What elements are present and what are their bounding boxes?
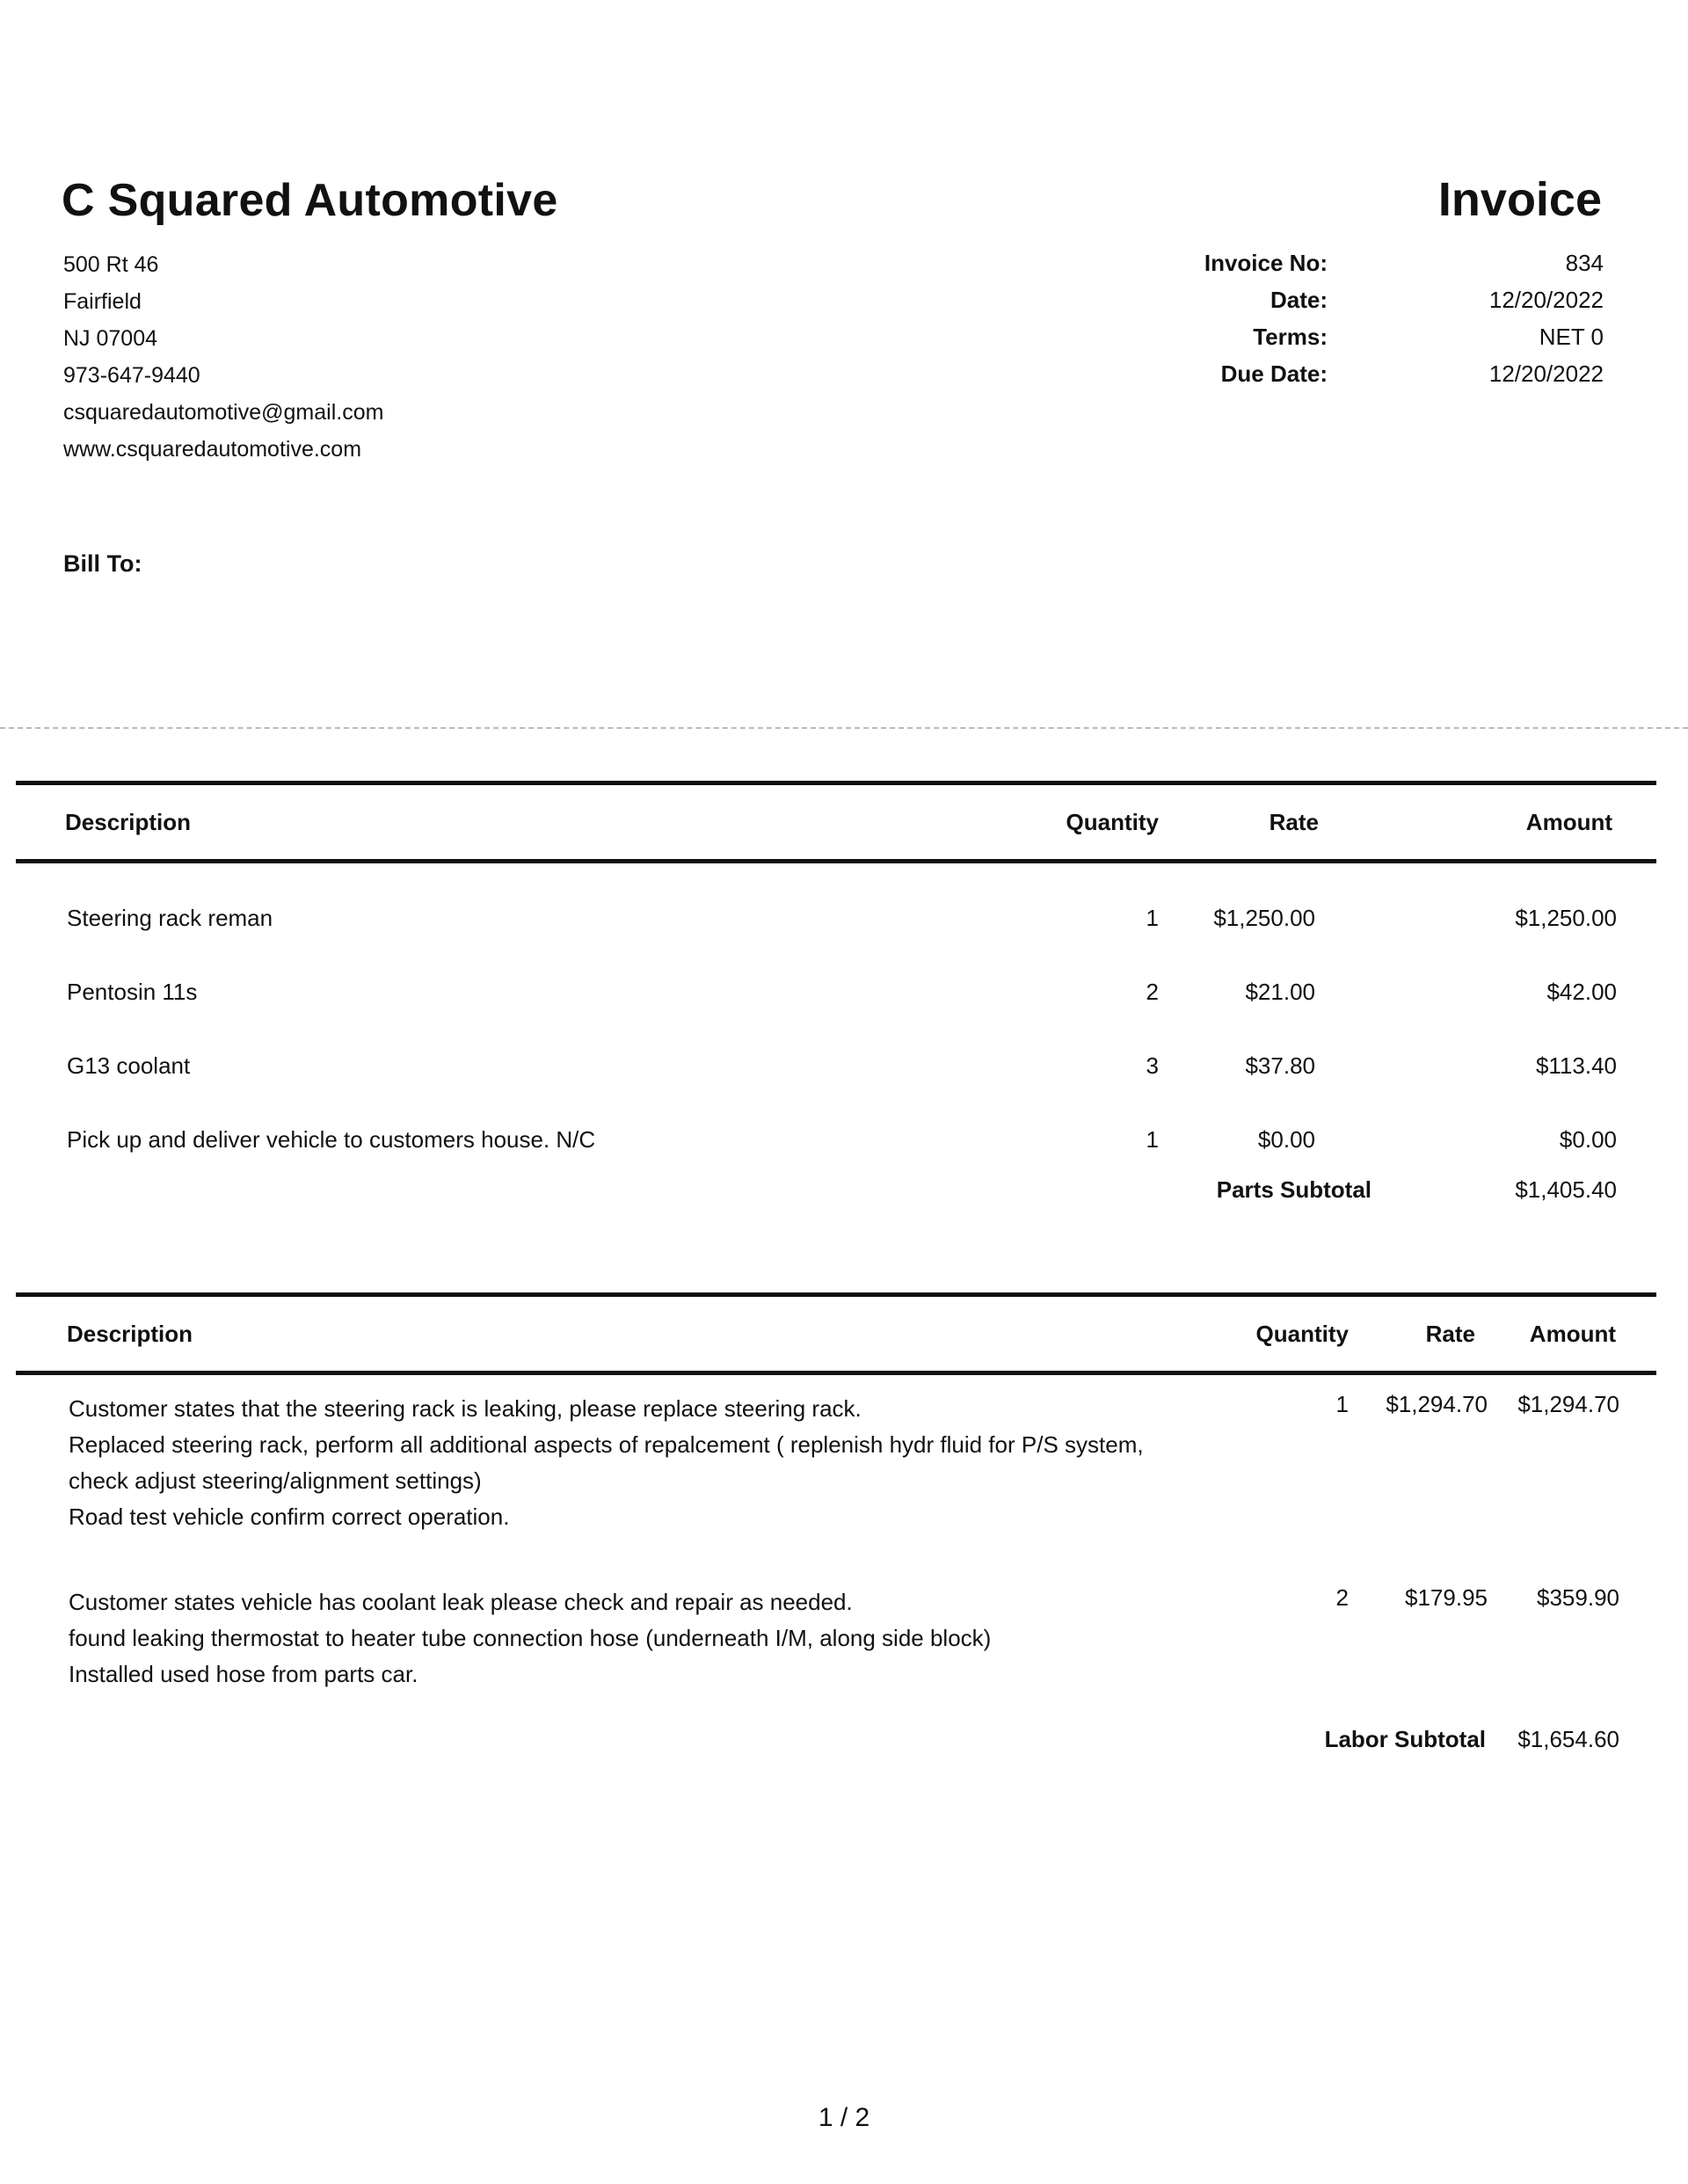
part-quantity: 2 [1146, 978, 1159, 1005]
table-row [16, 1569, 1656, 1726]
invoice-title: Invoice [1437, 173, 1602, 226]
labor-header-row [16, 1295, 1656, 1373]
parts-subtotal-label: Parts Subtotal [1216, 1176, 1372, 1203]
parts-header-description: Description [16, 783, 983, 862]
company-email: csquaredautomotive@gmail.com [63, 400, 384, 425]
invoice-date: 12/20/2022 [1488, 287, 1604, 313]
part-description: Pentosin 11s [67, 978, 198, 1005]
page-number: 1 / 2 [818, 2103, 870, 2132]
parts-header-row [16, 783, 1656, 862]
invoice-date-label: Date: [1270, 287, 1328, 313]
table-row [16, 1373, 1656, 1569]
labor-amount: $1,294.70 [1517, 1391, 1619, 1417]
labor-amount: $359.90 [1537, 1584, 1619, 1611]
labor-description [16, 1569, 1159, 1726]
part-rate: $0.00 [1257, 1125, 1315, 1153]
divider [0, 727, 1688, 729]
parts-table [16, 781, 1656, 1250]
labor-header-rate: Rate [1352, 1295, 1498, 1373]
labor-description-line: Customer states vehicle has coolant leak please check and repair as needed. [69, 1589, 853, 1615]
labor-quantity: 2 [1335, 1584, 1349, 1611]
part-quantity: 1 [1146, 1125, 1159, 1153]
labor-description-line: Customer states that the steering rack is leaking, please replace steering rack. [69, 1395, 862, 1422]
part-amount: $0.00 [1559, 1125, 1617, 1153]
labor-subtotal-value: $1,654.60 [1517, 1726, 1619, 1752]
part-amount: $113.40 [1535, 1052, 1617, 1079]
bill-to-label: Bill To: [63, 550, 142, 577]
labor-header-description: Description [16, 1295, 1159, 1373]
table-row [16, 1103, 1656, 1176]
invoice-meta-values [1340, 244, 1604, 392]
labor-description-line: found leaking thermostat to heater tube connection hose (underneath I/M, along side block) [69, 1625, 992, 1651]
part-rate: $1,250.00 [1213, 904, 1315, 931]
address-line-street: 500 Rt 46 [63, 252, 159, 277]
part-quantity: 3 [1146, 1052, 1159, 1079]
labor-rate: $1,294.70 [1386, 1391, 1488, 1417]
address-line-state-zip: NJ 07004 [63, 326, 158, 351]
labor-rate: $179.95 [1405, 1584, 1488, 1611]
parts-header-amount: Amount [1372, 783, 1656, 862]
parts-header-rate: Rate [1160, 783, 1372, 862]
company-website: www.csquaredautomotive.com [63, 437, 362, 462]
labor-quantity: 1 [1335, 1391, 1349, 1417]
invoice-due-date-label: Due Date: [1220, 360, 1328, 387]
table-row [16, 1029, 1656, 1103]
part-quantity: 1 [1146, 904, 1159, 931]
part-amount: $42.00 [1546, 978, 1617, 1005]
part-description: Pick up and deliver vehicle to customers house. N/C [67, 1125, 596, 1153]
invoice-terms-label: Terms: [1253, 324, 1328, 350]
address-line-city: Fairfield [63, 289, 142, 314]
parts-subtotal-value: $1,405.40 [1515, 1176, 1617, 1203]
invoice-number-label: Invoice No: [1204, 250, 1328, 276]
invoice-terms: NET 0 [1539, 324, 1604, 350]
part-rate: $21.00 [1245, 978, 1315, 1005]
labor-description-line: Replaced steering rack, perform all additional aspects of repalcement ( replenish hydr fluid for P/S system, [69, 1431, 1144, 1458]
company-phone: 973-647-9440 [63, 363, 200, 388]
part-description: Steering rack reman [67, 904, 273, 931]
part-rate: $37.80 [1245, 1052, 1315, 1079]
labor-description-line: Road test vehicle confirm correct operation. [69, 1503, 510, 1530]
invoice-due-date: 12/20/2022 [1488, 360, 1604, 387]
labor-table [16, 1292, 1656, 1753]
labor-header-quantity: Quantity [1159, 1295, 1352, 1373]
labor-subtotal-label: Labor Subtotal [1324, 1726, 1486, 1752]
labor-header-amount: Amount [1498, 1295, 1656, 1373]
company-address [63, 246, 383, 468]
labor-description-line: Installed used hose from parts car. [69, 1661, 418, 1687]
invoice-meta-labels [1099, 244, 1328, 392]
part-description: G13 coolant [67, 1052, 191, 1079]
labor-description [16, 1373, 1159, 1569]
labor-description-line: check adjust steering/alignment settings) [69, 1467, 482, 1494]
invoice-number: 834 [1565, 250, 1604, 276]
company-name: C Squared Automotive [62, 175, 558, 226]
labor-subtotal-row [16, 1726, 1656, 1753]
table-row [16, 955, 1656, 1029]
parts-subtotal-row [16, 1176, 1656, 1250]
part-amount: $1,250.00 [1515, 904, 1617, 931]
parts-header-quantity: Quantity [983, 783, 1160, 862]
table-row [16, 862, 1656, 956]
